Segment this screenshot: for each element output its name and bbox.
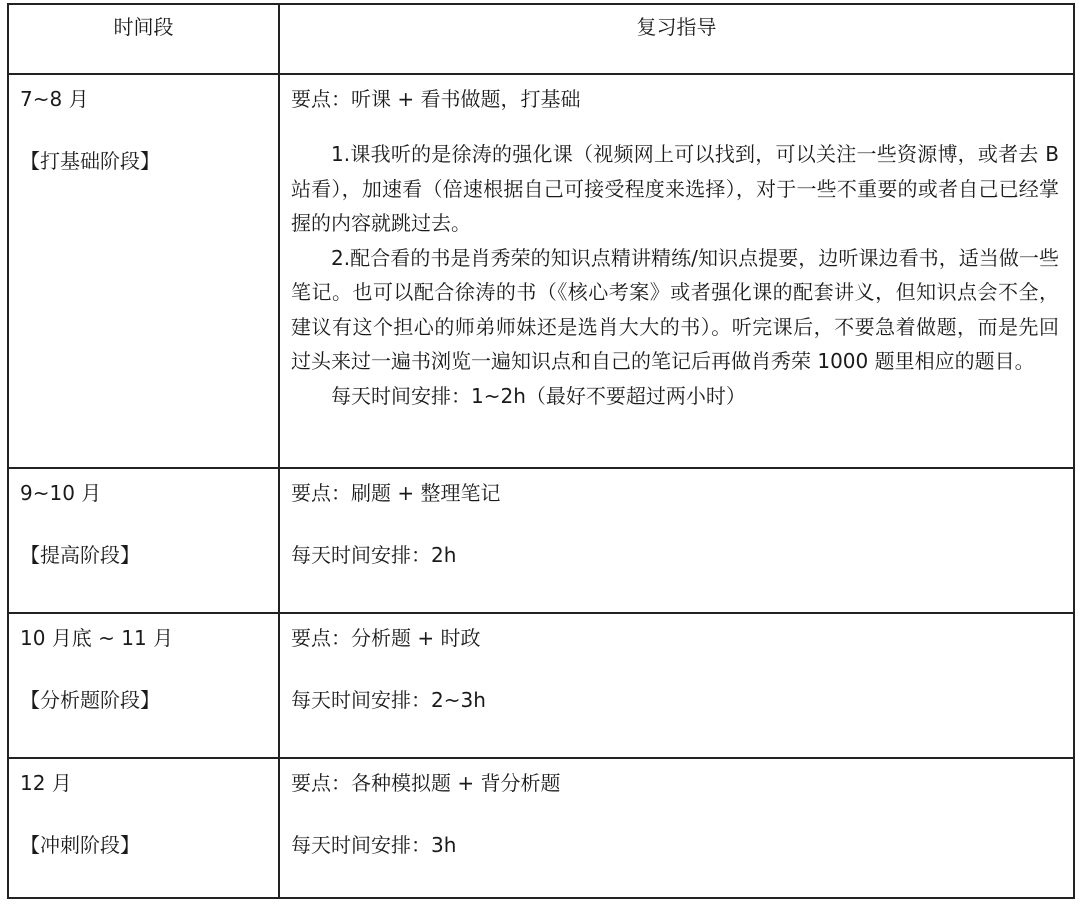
guidance-paragraph: 1.课我听的是徐涛的强化课（视频网上可以找到，可以关注一些资源博，或者去 B 站看），加速看（倍速根据自己可接受程度来选择），对于一些不重要的或者自己已经掌握的内容就跳过去。 <box>291 142 1059 235</box>
guidance-detail <box>280 137 1073 413</box>
period-text: 9~10 月 <box>20 481 102 505</box>
key-point-text: 要点：刷题 + 整理笔记 <box>291 481 501 505</box>
period-cell <box>8 74 279 468</box>
guidance-cell <box>279 613 1074 758</box>
stage-text: 【冲刺阶段】 <box>20 833 140 857</box>
table-row <box>8 758 1074 898</box>
table-row <box>8 74 1074 468</box>
header-guidance <box>279 4 1074 74</box>
key-point-text: 要点：听课 + 看书做题，打基础 <box>291 87 581 111</box>
review-schedule-table <box>7 3 1075 899</box>
key-point-text: 要点：分析题 + 时政 <box>291 626 481 650</box>
stage-text: 【打基础阶段】 <box>20 149 160 173</box>
period-cell <box>8 758 279 898</box>
header-period <box>8 4 279 74</box>
table-row <box>8 613 1074 758</box>
header-guidance-label: 复习指导 <box>636 15 717 39</box>
period-cell <box>8 468 279 613</box>
period-text: 10 月底 ~ 11 月 <box>20 626 174 650</box>
header-period-label: 时间段 <box>113 15 174 39</box>
guidance-cell <box>279 758 1074 898</box>
daily-time-text: 每天时间安排：1~2h（最好不要超过两小时） <box>331 383 746 408</box>
daily-time-text: 每天时间安排：2h <box>291 543 457 567</box>
guidance-cell <box>279 74 1074 468</box>
table-header-row <box>8 4 1074 74</box>
guidance-cell <box>279 468 1074 613</box>
guidance-paragraph: 2.配合看的书是肖秀荣的知识点精讲精练/知识点提要，边听课边看书，适当做一些笔记。也可以配合徐涛的书（《核心考案》或者强化课的配套讲义，但知识点会不全，建议有这个担心的师弟师妹还是选肖大大的书）。听完课后，不要急着做题，而是先回过头来过一遍书浏览一遍知识点和自己的笔记后再做肖秀荣 1000 题里相应的题目。 <box>291 245 1059 373</box>
period-cell <box>8 613 279 758</box>
period-text: 7~8 月 <box>20 87 89 111</box>
stage-text: 【分析题阶段】 <box>20 688 160 712</box>
period-text: 12 月 <box>20 771 72 795</box>
table-row <box>8 468 1074 613</box>
stage-text: 【提高阶段】 <box>20 543 140 567</box>
daily-time-text: 每天时间安排：2~3h <box>291 688 486 712</box>
daily-time-text: 每天时间安排：3h <box>291 833 457 857</box>
key-point-text: 要点：各种模拟题 + 背分析题 <box>291 771 561 795</box>
